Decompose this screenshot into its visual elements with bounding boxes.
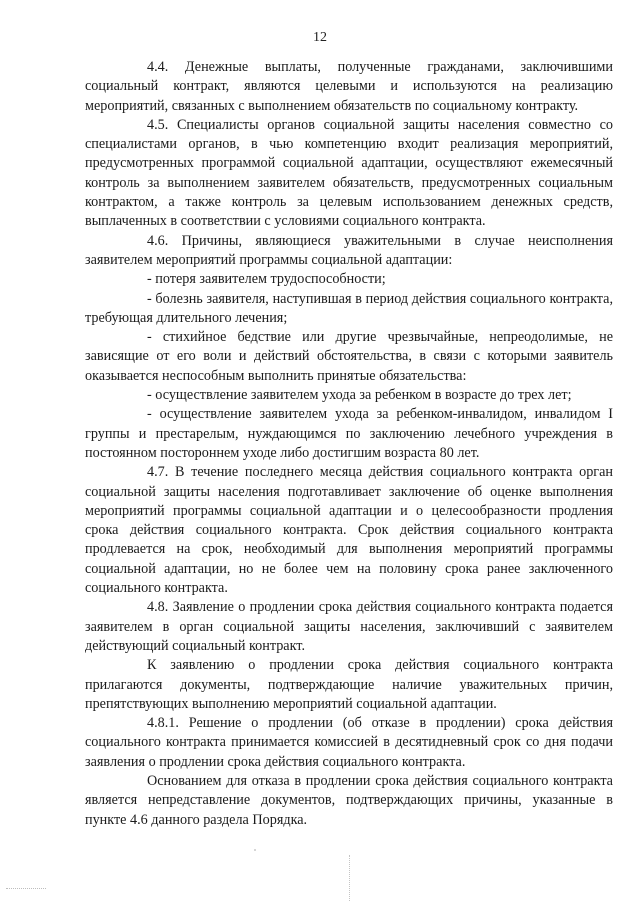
list-item-force-majeure: - стихийное бедствие или другие чрезвычайные, непреодолимые, не зависящие от его воли и действий обстоятельства, в связи с которыми заявитель оказывается неспособным выполнить принятые обязательства: — [85, 329, 613, 384]
paragraph-refusal-grounds: Основанием для отказа в продлении срока действия социального контракта является непредставление документов, подтверждающих причины, указанные в пункте 4.6 данного раздела Порядка. — [85, 772, 613, 828]
paragraph-4-8-1: 4.8.1. Решение о продлении (об отказе в продлении) срока действия социального контракта принимается комиссией в десятидневный срок со дня подачи заявления о продлении срока действия социального контракта. — [85, 715, 613, 770]
paragraph-4-7: 4.7. В течение последнего месяца действия социального контракта орган социальной защиты населения подготавливает заключение об оценке выполнения мероприятий программы социальной адаптации и о целесообразности продления срока действия социального контракта. Срок действия социального контракта продлевается на срок, необходимый для выполнения мероприятий программы социальной адаптации, но не более чем на половину срока ранее заключенного социального контракта. — [85, 464, 613, 597]
paragraph-4-5: 4.5. Специалисты органов социальной защиты населения совместно со специалистами органов, в чью компетенцию входит реализация мероприятий, предусмотренных программой социальной адаптации, осуществляют ежемесячный контроль за выполнением заявителем обязательств, предусмотренных социальным контрактом, а также контроль за целевым использованием денежных средств, выплаченных в соответствии с условиями социального контракта. — [85, 116, 613, 230]
list-item-illness: - болезнь заявителя, наступившая в период действия социального контракта, требующая длительного лечения; — [85, 290, 613, 326]
scan-artifact-left — [6, 888, 46, 890]
scan-artifact-dot — [254, 849, 256, 851]
paragraph-4-4: 4.4. Денежные выплаты, полученные гражданами, заключившими социальный контракт, являются целевыми и используются на реализацию мероприятий, связанных с выполнением обязательств по социальному контракту. — [85, 59, 613, 114]
list-item-disability: - потеря заявителем трудоспособности; — [147, 271, 386, 288]
document-body — [85, 58, 613, 830]
scan-artifact-bottom — [349, 855, 351, 901]
list-item-disabled-care: - осуществление заявителем ухода за ребенком-инвалидом, инвалидом I группы и престарелым, нуждающимся по заключению лечебного учреждения в постоянном постороннем уходе либо достигшим возраста 80 лет. — [85, 406, 613, 461]
paragraph-4-8-attachments: К заявлению о продлении срока действия социального контракта прилагаются документы, подтверждающие наличие уважительных причин, препятствующих выполнению мероприятий социальной адаптации. — [85, 657, 613, 712]
paragraph-4-8: 4.8. Заявление о продлении срока действия социального контракта подается заявителем в орган социальной защиты населения, заключивший с заявителем действующий социальный контракт. — [85, 599, 613, 654]
list-item-childcare: - осуществление заявителем ухода за ребенком в возрасте до трех лет; — [147, 387, 572, 404]
paragraph-4-6: 4.6. Причины, являющиеся уважительными в случае неисполнения заявителем мероприятий программы социальной адаптации: — [85, 232, 613, 268]
page-number: 12 — [313, 30, 327, 45]
